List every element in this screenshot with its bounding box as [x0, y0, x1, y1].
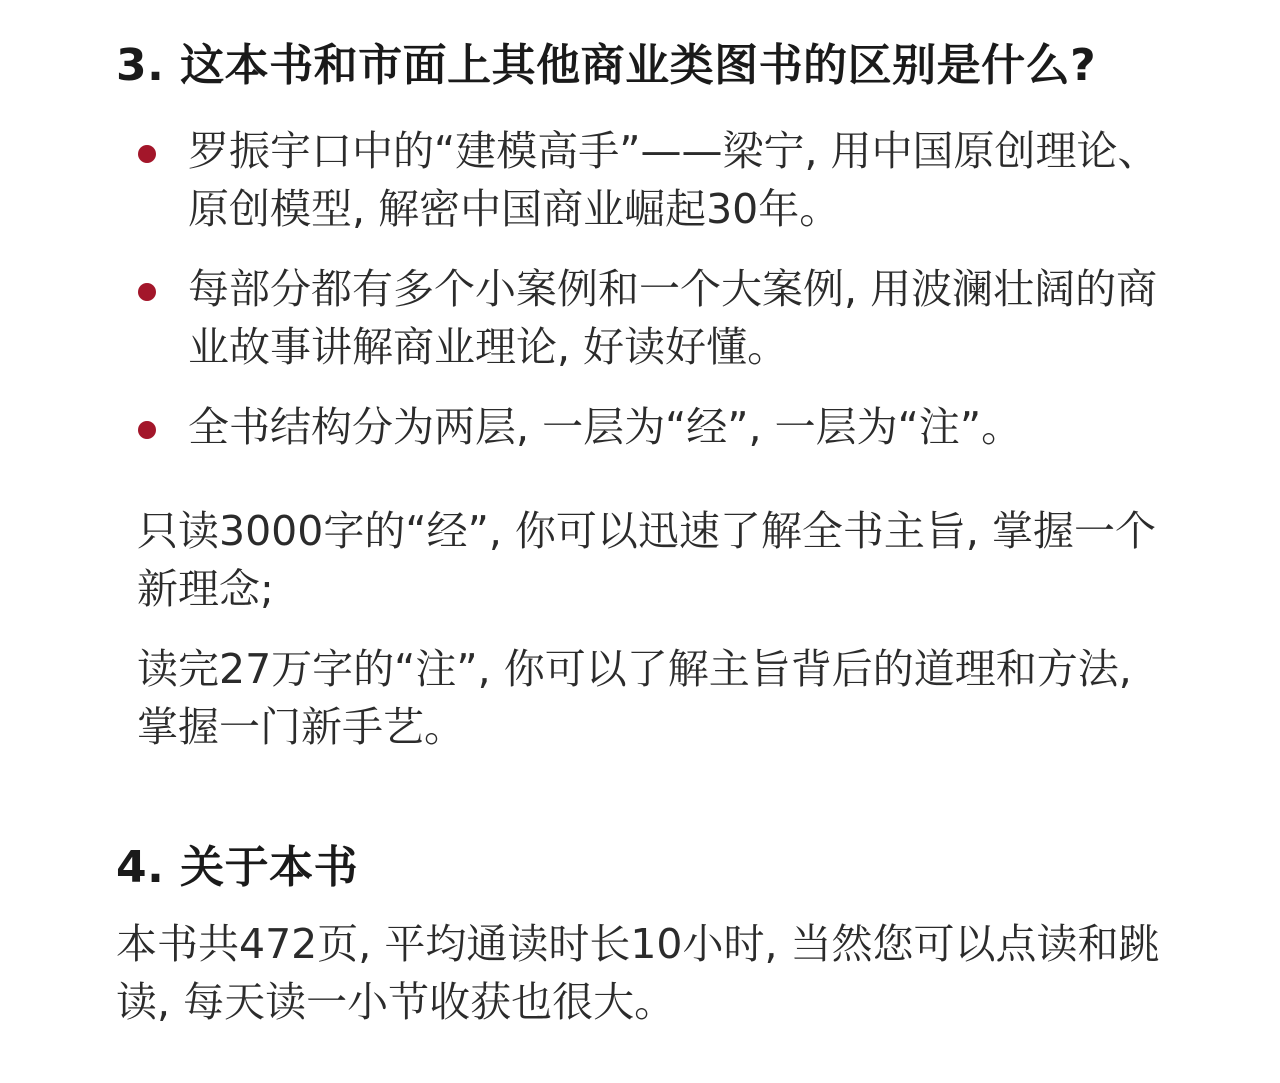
section-4-title: 4. 关于本书	[116, 842, 359, 893]
bullet-dot-icon	[138, 283, 156, 301]
bullet-text: 每部分都有多个小案例和一个大案例, 用波澜壮阔的商业故事讲解商业理论, 好读好懂。	[188, 265, 1158, 371]
bullet-text: 罗振宇口中的“建模高手”——梁宁, 用中国原创理论、原创模型, 解密中国商业崛起30年。	[188, 127, 1159, 233]
bullet-item	[188, 122, 1163, 238]
bullet-text: 全书结构分为两层, 一层为“经”, 一层为“注”。	[188, 403, 1023, 451]
section-3-paragraph: 只读3000字的“经”, 你可以迅速了解全书主旨, 掌握一个新理念;	[137, 507, 1156, 613]
section-3-title: 3. 这本书和市面上其他商业类图书的区别是什么?	[116, 40, 1097, 91]
section-3-paragraph: 读完27万字的“注”, 你可以了解主旨背后的道理和方法, 掌握一门新手艺。	[137, 645, 1132, 751]
bullet-dot-icon	[138, 145, 156, 163]
bullet-dot-icon	[138, 421, 156, 439]
section-4-paragraph: 本书共472页, 平均通读时长10小时, 当然您可以点读和跳读, 每天读一小节收获也很大。	[116, 920, 1160, 1026]
bullet-item	[188, 260, 1163, 376]
bullet-item	[188, 398, 1163, 456]
